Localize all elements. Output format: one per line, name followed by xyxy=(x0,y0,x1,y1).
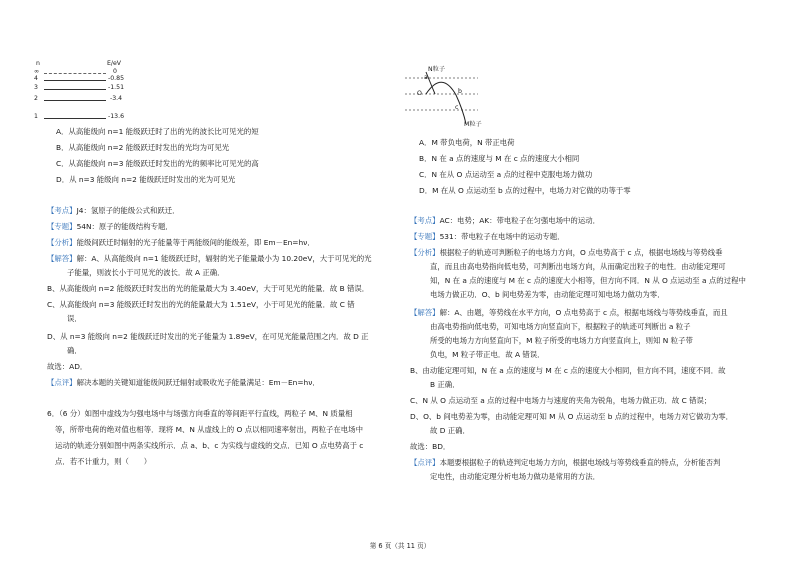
q6-dianping xyxy=(410,458,720,468)
q5-option-b: B．从高能级向 n=2 能级跃迁时发出的光均为可见光 xyxy=(56,143,230,152)
q5-jieda-b: B、从高能级向 n=2 能级跃迁时发出的光的能量最大为 3.40eV，大于可见光的能量．故 B 错误． xyxy=(47,284,370,293)
level-n-1: 1 xyxy=(34,113,38,120)
q6-stem-3: 运动的轨迹分别如图中两条实线所示．点 a、b、c 为实线与虚线的交点．已知 O 点电势高于 c xyxy=(55,441,364,450)
q6-stem-2: 等，所带电荷的绝对值也相等．现将 M、N 从虚线上的 O 点以相同速率射出，两粒子在电场中 xyxy=(55,425,363,434)
level-e-inf: 0 xyxy=(113,68,117,75)
q5-fenxi-tag: 【分析】 xyxy=(47,238,77,247)
q6-figure xyxy=(400,0,500,135)
fig-label-c: c xyxy=(455,104,459,111)
level-n-inf: ∞ xyxy=(34,68,40,75)
q5-jieda-a1: 解：A、从高能级向 n=1 能级跃迁时，辐射的光子能量最小为 10.20eV，大于可见光的光 xyxy=(76,254,372,263)
q5-jieda-tag: 【解答】 xyxy=(47,254,77,263)
q6-kaodian-tag: 【考点】 xyxy=(410,216,440,225)
axis-e-label: E/eV xyxy=(107,60,122,67)
q6-fenxi-3: 知，N 在 a 点的速度与 M 在 c 点的速度大小相等，但方向不同．N 从 O 点运动至 a 点的过程中 xyxy=(430,276,746,285)
q5-kaodian xyxy=(47,206,180,216)
q6-jieda-2: 由高电势指向低电势，可知电场方向竖直向下，根据粒子的轨迹可判断出 a 粒子 xyxy=(430,322,691,331)
q5-zhuanti-tag: 【专题】 xyxy=(47,222,77,231)
q6-jieda-b1: B、由动能定理可知，N 在 a 点的速度与 M 在 c 点的速度大小相同，但方向不同，速度不同．故 xyxy=(410,366,726,375)
q6-jieda-1: 解：A、由题，等势线在水平方向，O 点电势高于 c 点，根据电场线与等势线垂直，而且 xyxy=(439,308,728,317)
q6-fenxi-2: 直，而且由高电势指向低电势，可判断出电场方向，从而确定出粒子的电性．由动能定理可 xyxy=(430,262,726,271)
q5-kaodian-text: J4：氢原子的能级公式和跃迁． xyxy=(76,206,180,215)
axis-n-label: n xyxy=(36,60,40,67)
level-e-2: -3.4 xyxy=(110,95,123,102)
q6-fenxi-1: 根据粒子的轨迹可判断粒子的电场力方向，O 点电势高于 c 点，根据电场线与等势线垂 xyxy=(439,248,723,257)
q5-jieda xyxy=(47,254,372,264)
q6-fenxi-4: 电场力做正功．O、b 间电势差为零，由动能定理可知电场力做功为零． xyxy=(430,290,665,299)
field-trajectory-diagram xyxy=(400,0,500,135)
q6-dianping-tag: 【点评】 xyxy=(410,458,440,467)
q6-zhuanti xyxy=(410,232,565,242)
q6-zhuanti-text: 531：带电粒子在电场中的运动专题． xyxy=(439,232,565,241)
level-line-4 xyxy=(44,80,106,81)
fig-label-m: M粒子 xyxy=(464,121,482,128)
q5-fenxi xyxy=(47,238,315,248)
level-line-1 xyxy=(44,118,106,119)
q5-zhuanti xyxy=(47,222,173,232)
level-e-3: -1.51 xyxy=(108,84,125,91)
q6-dianping-2: 定电性，由动能定理分析电场力做功是常用的方法． xyxy=(430,472,600,481)
q5-dianping xyxy=(47,378,320,388)
q5-option-d: D．从 n=3 能级向 n=2 能级跃迁时发出的光为可见光 xyxy=(56,175,236,184)
q6-answer: 故选：BD． xyxy=(410,442,451,451)
level-n-2: 2 xyxy=(34,95,38,102)
q6-stem-1: 6．（6 分）如图中虚线为匀强电场中与场强方向垂直的等间距平行直线，两粒子 M、N 质量相 xyxy=(47,409,353,418)
q6-jieda-d1: D、O、b 间电势差为零，由动能定理可知 M 从 O 点运动至 b 点的过程中，电场力对它做功为零． xyxy=(410,412,733,421)
q5-dianping-text: 解决本题的关键知道能级间跃迁辐射或吸收光子能量满足：Em－En=hν． xyxy=(76,378,320,387)
fig-label-n: N粒子 xyxy=(428,66,446,73)
q5-jieda-d1: D、从 n=3 能级向 n=2 能级跃迁时发出的光子能量为 1.89eV，在可见光能量范围之内．故 D 正 xyxy=(47,332,369,341)
q6-jieda-4: 负电，M 粒子带正电．故 A 错误． xyxy=(430,350,545,359)
level-line-2 xyxy=(44,100,106,101)
q6-option-c: C．N 在从 O 点运动至 a 点的过程中克服电场力做功 xyxy=(419,170,593,179)
q5-jieda-d2: 确． xyxy=(67,346,82,355)
q6-fenxi-tag: 【分析】 xyxy=(410,248,440,257)
q6-jieda-tag: 【解答】 xyxy=(410,308,440,317)
fig-label-a: a xyxy=(424,74,428,81)
level-line-inf xyxy=(44,73,106,74)
q6-jieda-3: 所受的电场力方向竖直向下，M 粒子所受的电场力方向竖直向上，则知 N 粒子带 xyxy=(430,336,693,345)
q6-jieda-d2: 故 D 正确． xyxy=(430,426,470,435)
q6-kaodian-text: AC：电势；AK：带电粒子在匀强电场中的运动． xyxy=(439,216,600,225)
q6-stem-4: 点．若不计重力，则（ ） xyxy=(55,457,152,466)
q5-answer: 故选：AD． xyxy=(47,362,88,371)
page-footer: 第 6 页（共 11 页） xyxy=(369,542,431,550)
q6-jieda-c: C、N 从 O 点运动至 a 点的过程中电场力与速度的夹角为锐角，电场力做正功．故 C 错误； xyxy=(410,396,712,405)
q5-kaodian-tag: 【考点】 xyxy=(47,206,77,215)
fig-label-o: O xyxy=(417,90,422,97)
level-e-4: -0.85 xyxy=(108,75,125,82)
q5-option-a: A．从高能级向 n=1 能级跃迁时了出的光的波长比可见光的短 xyxy=(56,127,259,136)
q5-zhuanti-text: 54N：原子的能级结构专题． xyxy=(76,222,173,231)
level-e-1: -13.6 xyxy=(108,113,125,120)
q6-option-d: D．M 在从 O 点运动至 b 点的过程中，电场力对它做的功等于零 xyxy=(419,186,631,195)
level-n-4: 4 xyxy=(34,75,38,82)
q5-fenxi-text: 能级间跃迁时辐射的光子能量等于两能级间的能级差，即 Em－En=hν． xyxy=(76,238,315,247)
q6-option-a: A．M 带负电荷，N 带正电荷 xyxy=(419,138,515,147)
q6-option-b: B．N 在 a 点的速度与 M 在 c 点的速度大小相同 xyxy=(419,154,580,163)
q5-option-c: C．从高能级向 n=3 能级跃迁时发出的光的频率比可见光的高 xyxy=(56,159,259,168)
q5-jieda-c1: C、从高能级向 n=3 能级跃迁时发出的光的能量最大为 1.51eV，小于可见光的能量．故 C 错 xyxy=(47,300,355,309)
q5-jieda-a2: 子能量，则波长小于可见光的波长．故 A 正确． xyxy=(67,268,225,277)
q6-jieda-b2: B 正确． xyxy=(430,380,460,389)
right-column xyxy=(400,0,800,565)
level-line-3 xyxy=(44,89,106,90)
q6-kaodian xyxy=(410,216,600,226)
q6-zhuanti-tag: 【专题】 xyxy=(410,232,440,241)
q5-jieda-c2: 误． xyxy=(67,314,82,323)
level-n-3: 3 xyxy=(34,84,38,91)
q6-jieda xyxy=(410,308,728,318)
q5-dianping-tag: 【点评】 xyxy=(47,378,77,387)
q6-fenxi xyxy=(410,248,723,258)
fig-label-b: b xyxy=(458,88,462,95)
q6-dianping-1: 本题要根据粒子的轨迹判定电场力方向，根据电场线与等势线垂直的特点，分析能否判 xyxy=(439,458,721,467)
